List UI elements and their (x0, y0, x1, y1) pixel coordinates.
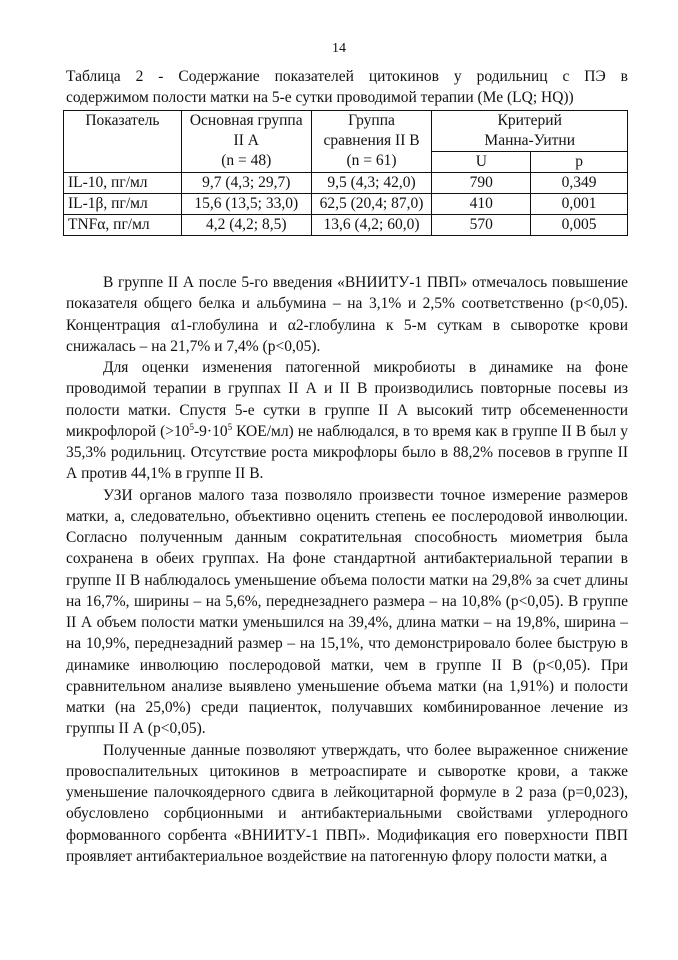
table-row (64, 173, 628, 194)
header-p: p (531, 152, 628, 173)
header-group-a-n: (n = 48) (221, 152, 272, 169)
header-group-b-line-2: сравнения II В (323, 132, 420, 149)
header-criterion-line-1: Критерий (497, 112, 562, 129)
cell-p: 0,005 (531, 215, 628, 236)
header-criterion (432, 111, 628, 152)
cell-p: 0,001 (531, 194, 628, 215)
cell-p: 0,349 (531, 173, 628, 194)
cell-u: 790 (432, 173, 531, 194)
cell-u: 410 (432, 194, 531, 215)
header-indicator: Показатель (64, 111, 182, 173)
cell-u: 570 (432, 215, 531, 236)
header-group-b-n: (n = 61) (346, 152, 397, 169)
table-caption (66, 66, 628, 108)
cell-group-b: 9,5 (4,3; 42,0) (311, 173, 432, 194)
paragraph-2-part-3: КОЕ/мл) не наблюдался, в то время как в группе II В был у 35,3% родильниц. Отсутствие роста микрофлоры было в 88,2% посевов в группе II А против 44,1% в группе II В. (66, 422, 628, 483)
paragraph-1: В группе II А после 5-го введения «ВНИИТУ-1 ПВП» отмечалось повышение показателя общего белка и альбумина – на 3,1% и 2,5% соответственно (p<0,05). Концентрация α1-глобулина и α2-глобулина к 5-м суткам в сыворотке крови снижалась – на 21,7% и 7,4% (p<0,05). (66, 274, 628, 355)
table-row (64, 194, 628, 215)
header-group-a (181, 111, 311, 173)
cell-indicator: IL-10, пг/мл (64, 173, 182, 194)
table-caption-line-1: Таблица 2 - Содержание показателей цитокинов у родильниц с ПЭ в (66, 68, 628, 85)
header-group-b-line-1: Группа (348, 112, 395, 129)
cell-group-b: 62,5 (20,4; 87,0) (311, 194, 432, 215)
paragraph-2-part-2: -9·10 (194, 422, 228, 440)
header-criterion-line-2: Манна-Уитни (484, 132, 575, 149)
cell-indicator: TNFα, пг/мл (64, 215, 182, 236)
paragraph-3: УЗИ органов малого таза позволяло произвести точное измерение размеров матки, а, следовательно, объективно оценить степень ее послеродовой инволюции. Согласно полученным данным сократительная способность миометрия была сохранена в обеих группах. На фоне стандартной антибактериальной терапии в группе II В наблюдалось уменьшение объема полости матки на 29,8% за счет длины на 16,7%, ширины – на 5,6%, переднезаднего размера – на 10,8% (p<0,05). В группе II А объем полости матки уменьшился на 39,4%, длина матки – на 19,8%, ширина – на 10,9%, переднезадний размер – на 15,1%, что демонстрировало более быструю в динамике инволюцию послеродовой матки, чем в группе II В (p<0,05). При сравнительном анализе выявлено уменьшение объема матки (на 1,91%) и полости матки (на 25,0%) среди пациенток, получавших комбинированное лечение из группы II А (p<0,05). (66, 486, 628, 738)
cell-group-a: 15,6 (13,5; 33,0) (181, 194, 311, 215)
table-row (64, 215, 628, 236)
header-u: U (432, 152, 531, 173)
paragraph-4: Полученные данные позволяют утверждать, что более выраженное снижение провоспалительных цитокинов в метроаспирате и сыворотке крови, а также уменьшение палочкоядерного сдвига в лейкоцитарной формуле в 2 раза (p=0,023), обусловлено сорбционными и антибактериальными свойствами углеродного формованного сорбента «ВНИИТУ-1 ПВП». Модификация его поверхности ПВП проявляет антибактериальное воздействие на патогенную флору полости матки, а (66, 741, 628, 865)
cell-group-b: 13,6 (4,2; 60,0) (311, 215, 432, 236)
body-text (66, 272, 628, 867)
header-group-b (311, 111, 432, 173)
cell-indicator: IL-1β, пг/мл (64, 194, 182, 215)
cytokine-table (63, 110, 628, 236)
page-number: 14 (332, 41, 346, 56)
table-header-row (64, 111, 628, 152)
paragraph-2-part-1: Для оценки изменения патогенной микробиоты в динамике на фоне проводимой терапии в группах II А и II В производились повторные посевы из полости матки. Спустя 5-е сутки в группе II А высокий титр обсемененности микрофлорой (>10 (66, 359, 628, 440)
paragraph-2 (66, 357, 628, 485)
header-group-a-line-1: Основная группа (189, 112, 303, 129)
cell-group-a: 9,7 (4,3; 29,7) (181, 173, 311, 194)
table-caption-line-2: содержимом полости матки на 5-е сутки проводимой терапии (Ме (LQ; HQ)) (66, 89, 574, 106)
paragraph-2-superscript-2: 5 (227, 421, 233, 432)
cell-group-a: 4,2 (4,2; 8,5) (181, 215, 311, 236)
paragraph-2-superscript-1: 5 (189, 421, 194, 432)
header-group-a-line-2: II А (233, 132, 259, 149)
